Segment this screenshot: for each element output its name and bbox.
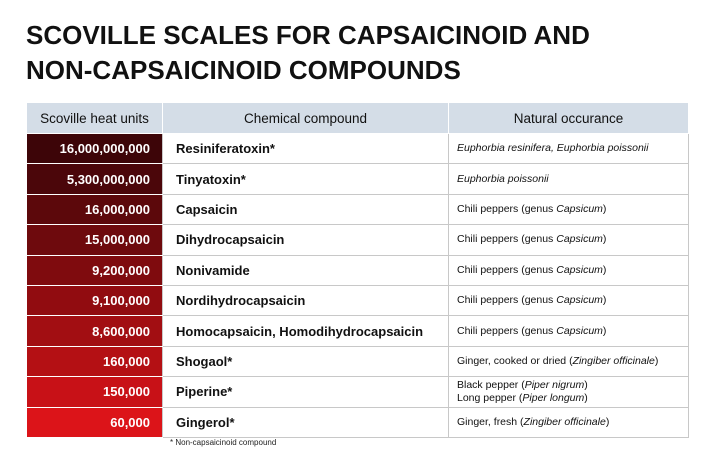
header-row	[27, 103, 689, 134]
compound-cell: Homocapsaicin, Homodihydrocapsaicin	[163, 316, 449, 346]
scoville-value-cell: 5,300,000,000	[27, 164, 163, 194]
compound-cell: Shogaol*	[163, 346, 449, 376]
occurrence-text: Chili peppers (genus	[457, 202, 557, 215]
occurrence-cell	[449, 285, 689, 315]
table-row	[27, 377, 689, 407]
occurrence-cell	[449, 316, 689, 346]
occurrence-cell	[449, 377, 689, 407]
occurrence-text: Chili peppers (genus	[457, 263, 557, 276]
occurrence-line	[457, 294, 688, 307]
occurrence-text: Long pepper (	[457, 391, 523, 404]
occurrence-text: Black pepper (	[457, 378, 525, 391]
table-header	[27, 103, 689, 134]
occurrence-line	[457, 264, 688, 277]
scoville-value-cell: 9,200,000	[27, 255, 163, 285]
compound-cell: Dihydrocapsaicin	[163, 225, 449, 255]
occurrence-text: Chili peppers (genus	[457, 324, 557, 337]
species-name: Capsicum	[556, 233, 603, 246]
species-name: Zingiber officinale	[572, 354, 655, 367]
occurrence-text: )	[654, 354, 659, 367]
page-title	[26, 18, 696, 88]
occurrence-text: )	[602, 263, 607, 276]
table-row	[27, 407, 689, 437]
table-row	[27, 194, 689, 224]
compound-cell: Nonivamide	[163, 255, 449, 285]
scoville-value-cell: 15,000,000	[27, 225, 163, 255]
species-name: Piper longum	[522, 391, 585, 404]
species-name: Capsicum	[556, 202, 603, 215]
occurrence-line	[457, 379, 688, 392]
occurrence-text: )	[602, 294, 607, 307]
occurrence-text: )	[602, 202, 607, 215]
occurrence-text: )	[584, 391, 588, 404]
compound-cell: Resiniferatoxin*	[163, 134, 449, 164]
compound-cell: Capsaicin	[163, 194, 449, 224]
table-row	[27, 225, 689, 255]
title-line-2: NON-CAPSAICINOID COMPOUNDS	[26, 55, 461, 85]
occurrence-cell	[449, 225, 689, 255]
scoville-value-cell: 8,600,000	[27, 316, 163, 346]
occurrence-text: Chili peppers (genus	[457, 294, 557, 307]
title-line-1: SCOVILLE SCALES FOR CAPSAICINOID AND	[26, 20, 590, 50]
scoville-value-cell: 9,100,000	[27, 285, 163, 315]
occurrence-cell	[449, 407, 689, 437]
scoville-value-cell: 16,000,000	[27, 194, 163, 224]
header-scoville-heat-units: Scoville heat units	[27, 103, 163, 134]
occurrence-text: )	[602, 233, 607, 246]
occurrence-line	[457, 233, 688, 246]
occurrence-line	[457, 203, 688, 216]
species-name: Capsicum	[556, 263, 603, 276]
table-body	[27, 134, 689, 438]
scoville-value-cell: 16,000,000,000	[27, 134, 163, 164]
scoville-value-cell: 150,000	[27, 377, 163, 407]
table-row	[27, 346, 689, 376]
scoville-value-cell: 160,000	[27, 346, 163, 376]
occurrence-line	[457, 325, 688, 338]
occurrence-line	[457, 392, 688, 405]
occurrence-text: Ginger, fresh (	[457, 415, 524, 428]
occurrence-line	[457, 142, 688, 155]
species-name: Capsicum	[556, 294, 603, 307]
occurrence-text: )	[605, 415, 610, 428]
occurrence-line	[457, 173, 688, 186]
scoville-value-cell: 60,000	[27, 407, 163, 437]
species-name: Euphorbia resinifera, Euphorbia poissonii	[457, 142, 649, 155]
table-row	[27, 316, 689, 346]
scoville-table	[26, 102, 689, 438]
occurrence-text: )	[602, 324, 607, 337]
compound-cell: Nordihydrocapsaicin	[163, 285, 449, 315]
header-natural-occurrence: Natural occurance	[449, 103, 689, 134]
table-row	[27, 164, 689, 194]
species-name: Capsicum	[556, 324, 603, 337]
species-name: Euphorbia poissonii	[457, 172, 549, 185]
table-row	[27, 134, 689, 164]
compound-cell: Tinyatoxin*	[163, 164, 449, 194]
occurrence-text: Ginger, cooked or dried (	[457, 354, 573, 367]
occurrence-cell	[449, 134, 689, 164]
compound-cell: Piperine*	[163, 377, 449, 407]
occurrence-text: Chili peppers (genus	[457, 233, 557, 246]
occurrence-cell	[449, 255, 689, 285]
occurrence-cell	[449, 164, 689, 194]
species-name: Piper nigrum	[524, 378, 585, 391]
table-row	[27, 255, 689, 285]
occurrence-line	[457, 355, 688, 368]
species-name: Zingiber officinale	[523, 415, 606, 428]
occurrence-text: )	[584, 378, 588, 391]
table-row	[27, 285, 689, 315]
header-chemical-compound: Chemical compound	[163, 103, 449, 134]
compound-cell: Gingerol*	[163, 407, 449, 437]
footnote: * Non-capsaicinoid compound	[170, 438, 277, 447]
occurrence-cell	[449, 194, 689, 224]
occurrence-cell	[449, 346, 689, 376]
occurrence-line	[457, 416, 688, 429]
